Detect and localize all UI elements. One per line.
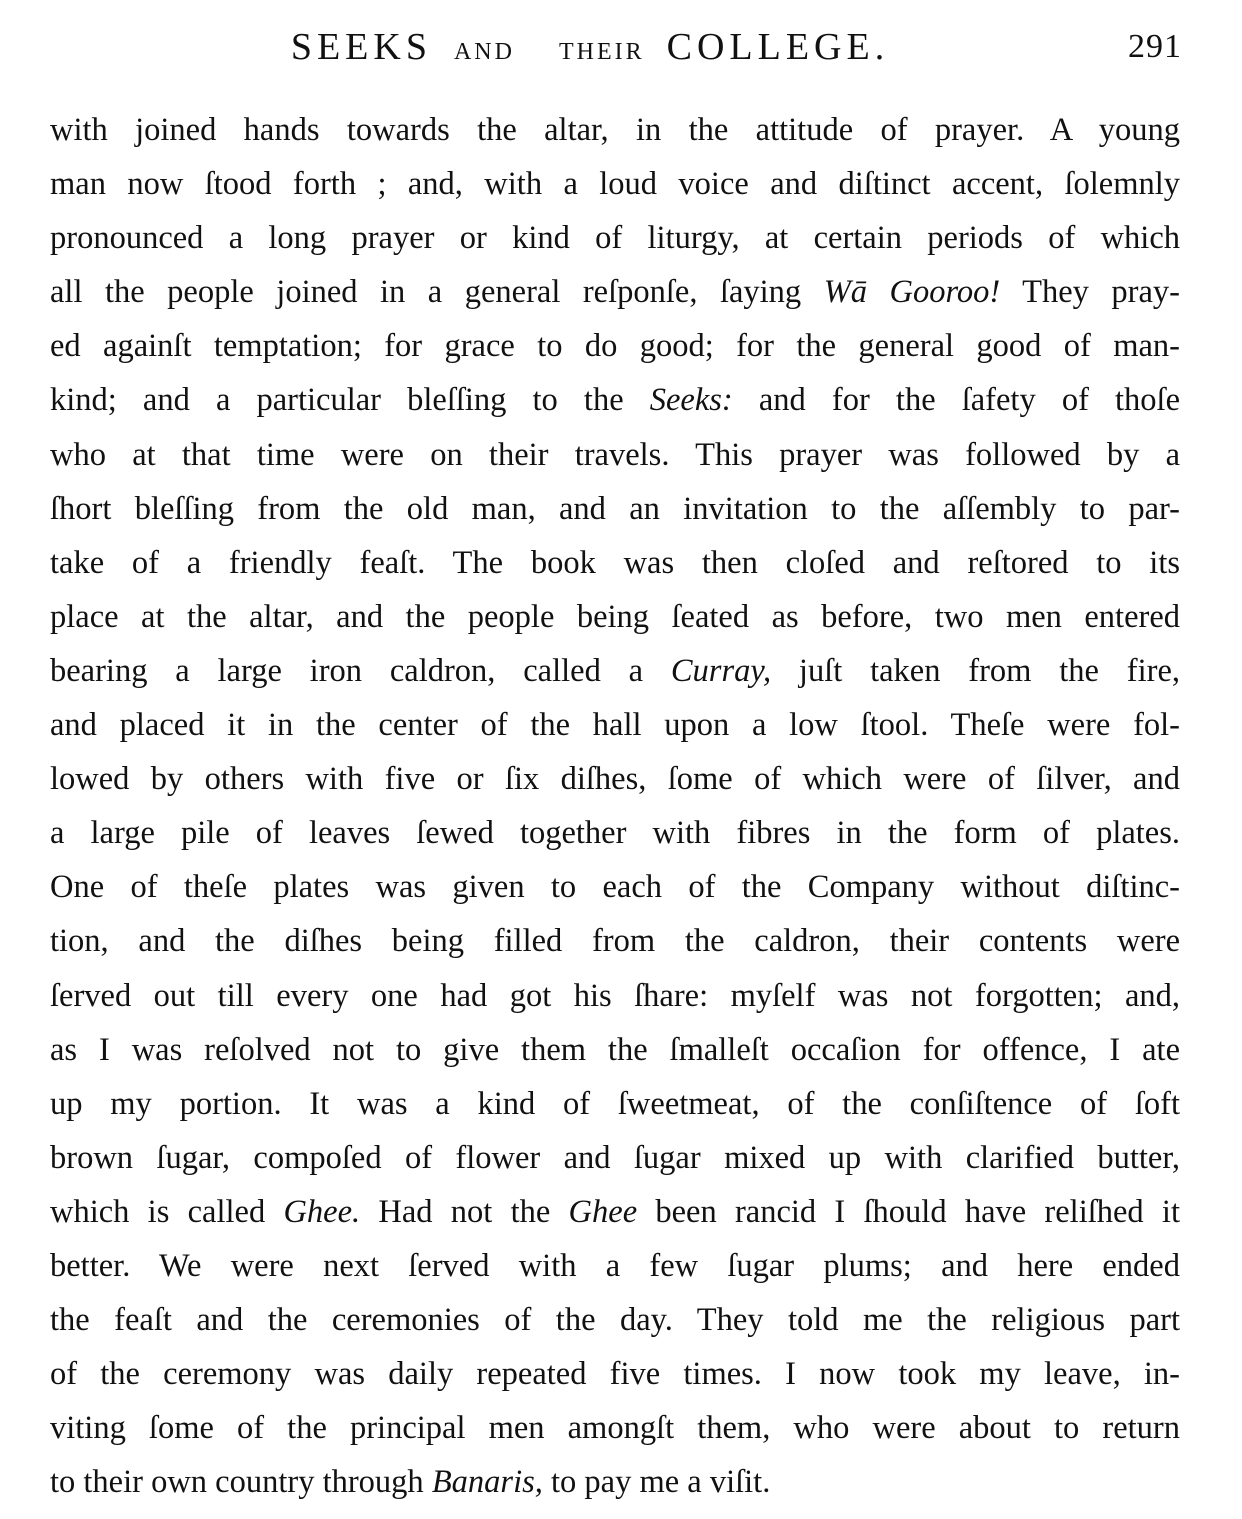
text-run: to pay me a viſit.	[542, 1464, 771, 1501]
running-title-and: AND	[453, 39, 515, 65]
text-line: brown ſugar, compoſed of flower and ſugar mixed up with clarified butter,	[50, 1139, 1180, 1176]
running-title	[0, 22, 1180, 77]
running-title-seeks: SEEKS	[290, 26, 432, 68]
text-line: with joined hands towards the altar, in the attitude of prayer. A young	[50, 112, 1180, 148]
text-run: kind; and a particular bleſſing to the	[50, 382, 650, 419]
text-line: place at the altar, and the people being ſeated as before, two men entered	[50, 598, 1180, 635]
text-line: as I was reſolved not to give them the ſmalleſt occaſion for offence, I ate	[50, 1031, 1180, 1068]
text-line	[50, 1455, 1180, 1509]
text-run: They pray-	[1000, 274, 1181, 311]
page-number: 291	[1128, 28, 1182, 65]
text-run: been rancid I ſhould have reliſhed it	[637, 1193, 1180, 1230]
body-paragraph	[50, 103, 1180, 1509]
text-line: tion, and the diſhes being filled from the caldron, their contents were	[50, 923, 1180, 960]
text-run: and for the ſafety of thoſe	[732, 382, 1180, 419]
text-line	[50, 1185, 1180, 1239]
text-line	[50, 373, 1180, 427]
text-line: a large pile of leaves ſewed together with fibres in the form of plates.	[50, 815, 1180, 852]
text-run: juſt taken from the fire,	[771, 652, 1180, 689]
italic-term: Ghee.	[283, 1193, 361, 1230]
text-run: to their own country through	[50, 1464, 432, 1501]
italic-term: Seeks:	[649, 382, 733, 419]
text-run: which is called	[50, 1193, 284, 1230]
text-line: ſerved out till every one had got his ſhare: myſelf was not forgotten; and,	[50, 977, 1180, 1014]
italic-term: Ghee	[568, 1193, 638, 1230]
text-line: better. We were next ſerved with a few ſugar plums; and here ended	[50, 1247, 1180, 1284]
running-head	[0, 22, 1242, 72]
running-title-their: THEIR	[558, 39, 645, 65]
text-line: pronounced a long prayer or kind of liturgy, at certain periods of which	[50, 220, 1180, 257]
text-line: ed againſt temptation; for grace to do good; for the general good of man-	[50, 328, 1180, 365]
text-line: of the ceremony was daily repeated five times. I now took my leave, in-	[50, 1356, 1180, 1393]
text-line: up my portion. It was a kind of ſweetmeat, of the conſiſtence of ſoft	[50, 1085, 1180, 1122]
text-line	[50, 644, 1180, 698]
italic-term: Wā Gooroo!	[823, 274, 1001, 311]
text-line: One of theſe plates was given to each of the Company without diſtinc-	[50, 869, 1180, 906]
text-line: ſhort bleſſing from the old man, and an invitation to the aſſembly to par-	[50, 490, 1180, 527]
text-run: Had not the	[360, 1193, 569, 1230]
text-line: who at that time were on their travels. This prayer was followed by a	[50, 436, 1180, 473]
text-line: man now ſtood forth ; and, with a loud voice and diſtinct accent, ſolemnly	[50, 166, 1180, 203]
italic-term: Banaris,	[431, 1464, 543, 1501]
text-line: and placed it in the center of the hall upon a low ſtool. Theſe were fol-	[50, 707, 1180, 744]
text-run: all the people joined in a general reſponſe, ſaying	[50, 274, 824, 311]
running-title-college: COLLEGE.	[666, 26, 890, 68]
text-line: the feaſt and the ceremonies of the day. They told me the religious part	[50, 1302, 1180, 1339]
text-line: take of a friendly feaſt. The book was then cloſed and reſtored to its	[50, 544, 1180, 581]
text-line: viting ſome of the principal men amongſt them, who were about to return	[50, 1410, 1180, 1447]
italic-term: Curray,	[670, 652, 772, 689]
text-line	[50, 265, 1180, 319]
text-line: lowed by others with five or ſix diſhes, ſome of which were of ſilver, and	[50, 761, 1180, 798]
text-run: bearing a large iron caldron, called a	[50, 652, 671, 689]
